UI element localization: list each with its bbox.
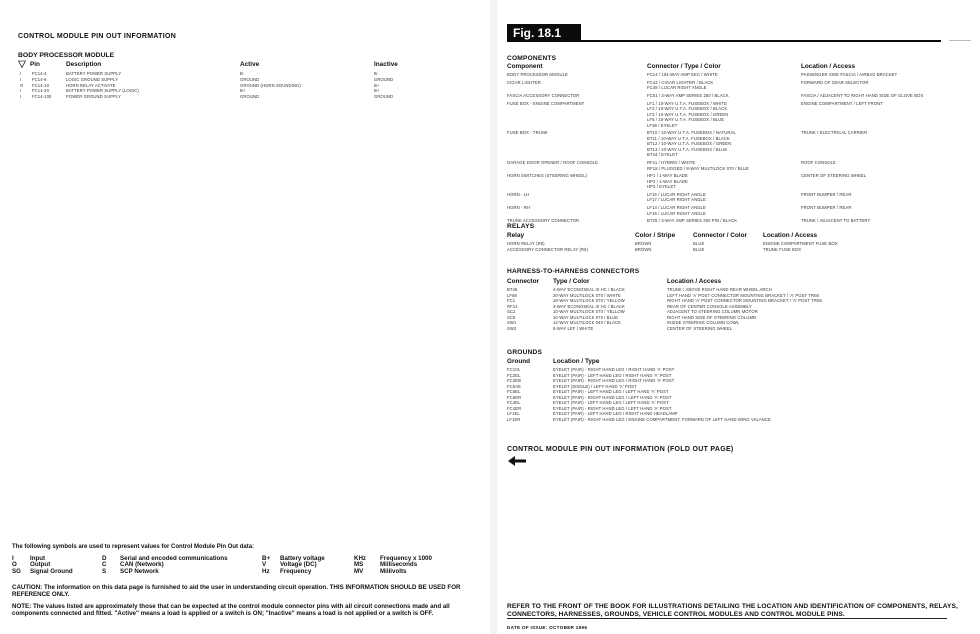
table-row bbox=[507, 247, 977, 253]
bpm-header-pin: Pin bbox=[30, 61, 40, 68]
component-name: CIGAR LIGHTER bbox=[507, 79, 541, 85]
pin-description: HORN RELAY ACTIVATE bbox=[66, 82, 116, 88]
harness-location: CENTER OF STEERING WHEEL bbox=[667, 325, 733, 331]
harness-table bbox=[507, 287, 977, 331]
io-symbol: I bbox=[20, 71, 22, 76]
table-row bbox=[507, 417, 977, 423]
table-row bbox=[507, 93, 977, 99]
component-connector: FC14 / 104-WAY AMP EEC / WHITE bbox=[647, 72, 718, 77]
relay-color: BROWN bbox=[635, 241, 652, 246]
grounds-section bbox=[507, 349, 977, 422]
ground-location: EYELET (SINGLE) / LEFT HAND 'A' POST bbox=[553, 383, 637, 389]
harness-type: 10-WAY MULTILOCK 070 / YELLOW bbox=[553, 309, 625, 314]
table-row bbox=[507, 326, 977, 332]
symbol-item: MV Millivolts bbox=[354, 567, 407, 575]
pin-inactive: GROUND bbox=[374, 76, 394, 82]
symbol-item: C CAN (Network) bbox=[102, 561, 164, 569]
relays-header-color: Color / Stripe bbox=[635, 232, 676, 239]
harness-connector: SW2 bbox=[507, 325, 517, 331]
harness-type: 6-WAY LEF / WHITE bbox=[553, 325, 594, 331]
pin-description: POWER GROUND SUPPLY bbox=[66, 94, 121, 100]
component-connector: FC42 / CIGAR LIGHTER / BLACK bbox=[647, 79, 714, 85]
pin-inactive: B+ bbox=[374, 82, 380, 88]
bpm-table bbox=[0, 71, 490, 100]
ground-location: EYELET (PAIR) - LEFT HAND LEG / RIGHT HAND 'A' POST bbox=[553, 372, 672, 378]
component-connector: HP3 / EYELET bbox=[647, 184, 676, 190]
ground-id: FC6ER bbox=[507, 394, 522, 400]
ground-id: LF1ER bbox=[507, 416, 521, 422]
component-location: TRUNK / ELECTRICAL CARRIER bbox=[801, 130, 868, 136]
pin-inactive: GROUND bbox=[374, 94, 394, 100]
bpm-section-title: BODY PROCESSOR MODULE bbox=[18, 52, 115, 59]
fold-out-title: CONTROL MODULE PIN OUT INFORMATION (FOLD OUT PAGE) bbox=[507, 446, 734, 453]
ground-id: FC6EL bbox=[507, 389, 521, 394]
component-location: FORWARD OF GEAR SELECTOR bbox=[801, 79, 869, 85]
relays-header-location: Location / Access bbox=[763, 232, 818, 239]
harness-type: 20-WAY MULTILOCK 070 / WHITE bbox=[553, 292, 621, 298]
component-location: TRUNK / ADJACENT TO BATTERY bbox=[801, 218, 871, 224]
refer-text: REFER TO THE FRONT OF THE BOOK FOR ILLUSTRATIONS DETAILING THE LOCATION AND IDENTIFICATION OF COMPONENTS, RELAYS, CONNECTORS, HARNESSES, GROUNDS, VEHICLE CONTROL MODULES AND CONTROL MODULE PINS. bbox=[507, 603, 958, 618]
component-location: ROOF CONSOLE bbox=[801, 160, 836, 165]
pin-id: FC14-20 bbox=[32, 88, 49, 94]
symbol-item: V Voltage (DC) bbox=[262, 561, 317, 569]
component-connector: FC48 / LUCAR RIGHT ANGLE bbox=[647, 85, 707, 91]
component-connector: FC51 / 3-WAY AMP SERIES 250 / BLACK bbox=[647, 92, 729, 98]
pin-id: FC14-10 bbox=[32, 82, 49, 88]
pin-description: LOGIC GROUND SUPPLY bbox=[66, 76, 119, 82]
caution-text: CAUTION: The information on this data page is furnished to aid the user in understanding circuit operation. THIS INFORMATION SHOULD BE USED FOR REFERENCE ONLY. bbox=[12, 584, 461, 599]
components-header-component: Component bbox=[507, 63, 543, 70]
component-location: CENTER OF STEERING WHEEL bbox=[801, 173, 867, 179]
harness-type: 10-WAY MULTILOCK 070 / BLUE bbox=[553, 314, 619, 320]
component-connector: BT25 / 3-WAY AMP SERIES 250 PIN / BLACK bbox=[647, 218, 738, 224]
ground-location: EYELET (PAIR) - RIGHT HAND LEG / ENGINE COMPARTMENT, FORWARD OF LEFT HAND WING VALANCE bbox=[553, 416, 771, 422]
relay-connector: BLUE bbox=[693, 246, 705, 252]
ground-id: FC2EL bbox=[507, 372, 521, 378]
ground-location: EYELET (PAIR) - RIGHT HAND LEG / RIGHT HAND 'A' POST bbox=[553, 378, 675, 383]
symbol-item: O Output bbox=[12, 561, 51, 569]
symbol-item: I Input bbox=[12, 555, 46, 562]
harness-connector: SC5 bbox=[507, 314, 516, 320]
relays-section bbox=[507, 223, 977, 252]
components-title: COMPONENTS bbox=[507, 55, 557, 62]
component-name: TRUNK ACCESSORY CONNECTOR bbox=[507, 218, 580, 224]
ground-id: FC4EL bbox=[507, 400, 521, 405]
component-location: FASCIA / ADJACENT TO RIGHT HAND SIDE OF GLOVE BOX bbox=[801, 92, 924, 98]
component-connector: LF5 / 10-WAY U.T.A. FUSEBOX / BLUE bbox=[647, 117, 725, 123]
relay-location: TRUNK FUSE BOX bbox=[763, 246, 802, 252]
symbol-item: SG Signal Ground bbox=[12, 567, 73, 575]
components-header-connector: Connector / Type / Color bbox=[647, 63, 721, 70]
component-name: FUSE BOX - ENGINE COMPARTMENT bbox=[507, 100, 585, 106]
arrow-left-icon bbox=[507, 455, 527, 467]
pin-active: GROUND (HORN SOUNDING) bbox=[240, 82, 301, 88]
pin-active: B- bbox=[240, 71, 245, 76]
component-name: FASCIA ACCESSORY CONNECTOR bbox=[507, 92, 580, 98]
symbol-item: KHz Frequency x 1000 bbox=[354, 555, 432, 562]
symbols-column bbox=[12, 556, 73, 575]
figure-rule-end bbox=[949, 40, 971, 41]
component-connector: LF17 / LUCAR RIGHT ANGLE bbox=[647, 197, 706, 203]
table-row bbox=[507, 80, 977, 91]
table-row bbox=[507, 192, 977, 203]
page-title: CONTROL MODULE PIN OUT INFORMATION bbox=[18, 33, 177, 40]
relay-name: ACCESSORY CONNECTOR RELAY (R6) bbox=[507, 246, 589, 252]
relays-header-connector: Connector / Color bbox=[693, 232, 747, 239]
pin-id: FC14-4 bbox=[32, 71, 47, 76]
symbol-item: D Serial and encoded communications bbox=[102, 555, 228, 562]
component-connector: LF16 / LUCAR RIGHT ANGLE bbox=[647, 191, 706, 197]
io-symbol: I bbox=[20, 76, 22, 82]
component-connector: LF1 / 10-WAY U.T.A. FUSEBOX / WHITE bbox=[647, 100, 727, 106]
component-connector: LF14 / LUCAR RIGHT ANGLE bbox=[647, 205, 706, 211]
component-connector: RF11 / HYBRID / WHITE bbox=[647, 160, 696, 165]
pin-active: GROUND bbox=[240, 94, 260, 100]
ground-location: EYELET (PAIR) - LEFT HAND LEG / LEFT HAND 'A' POST bbox=[553, 400, 669, 405]
figure-label: Fig. 18.1 bbox=[507, 24, 581, 42]
bpm-header-description: Description bbox=[66, 61, 102, 68]
harness-location: INSIDE STEERING COLUMN COWL bbox=[667, 320, 740, 325]
component-location: FRONT BUMPER / REAR bbox=[801, 191, 852, 197]
page-gutter bbox=[490, 0, 497, 634]
ground-id: FC101 bbox=[507, 367, 521, 372]
harness-header-type: Type / Color bbox=[553, 278, 590, 285]
relay-location: ENGINE COMPARTMENT FUSE BOX bbox=[763, 241, 838, 246]
harness-type: 12-WAY MULTILOCK 040 / BLACK bbox=[553, 320, 622, 325]
relay-color: BROWN bbox=[635, 246, 652, 252]
grounds-header-location: Location / Type bbox=[553, 358, 600, 365]
component-connector: HP2 / 1-WAY BLADE bbox=[647, 178, 688, 184]
harness-location: ADJACENT TO STEERING COLUMN MOTOR bbox=[667, 309, 758, 314]
ground-location: EYELET (PAIR) - RIGHT HAND LEG / LEFT HAND 'A' POST bbox=[553, 394, 672, 400]
ground-location: EYELET (PAIR) - RIGHT HAND LEG / LEFT HAND 'A' POST bbox=[553, 405, 672, 411]
ground-id: FC5AE bbox=[507, 383, 521, 389]
component-connector: BT10 / 10-WAY U.T.A. FUSEBOX / NATURAL bbox=[647, 130, 736, 136]
component-name: BODY PROCESSOR MODULE bbox=[507, 72, 568, 77]
pin-id: FC14-6 bbox=[32, 76, 47, 82]
component-connector: LF2 / 10-WAY U.T.A. FUSEBOX / BLACK bbox=[647, 106, 728, 112]
symbol-item: Hz Frequency bbox=[262, 567, 312, 575]
bpm-header-inactive: Inactive bbox=[374, 61, 398, 68]
pin-id: FC14-100 bbox=[32, 94, 52, 100]
component-name: HORN SWITCHES (STEERING WHEEL) bbox=[507, 173, 588, 179]
relays-table bbox=[507, 241, 977, 252]
relays-title: RELAYS bbox=[507, 223, 535, 230]
harness-location: TRUNK / ABOVE RIGHT HAND REAR WHEEL ARCH bbox=[667, 287, 772, 292]
ground-location: EYELET (PAIR) - LEFT HAND LEG / LEFT HAND 'A' POST bbox=[553, 389, 669, 394]
symbol-item: MS Milliseconds bbox=[354, 561, 418, 569]
harness-location: RIGHT HAND 'A' POST CONNECTOR MOUNTING BRACKET / 'A' POST TRIM bbox=[667, 298, 822, 303]
harness-connector: RF14 bbox=[507, 303, 518, 309]
component-connector: HP1 / 1-WAY BLADE bbox=[647, 173, 688, 179]
relay-connector: BLUE bbox=[693, 241, 705, 246]
figure-rule bbox=[581, 40, 941, 42]
io-symbol: O bbox=[20, 82, 24, 88]
pin-active: GROUND bbox=[240, 76, 260, 82]
symbols-column bbox=[354, 556, 432, 575]
component-connector: LF38 / EYELET bbox=[647, 122, 678, 128]
harness-type: 18-WAY MULTILOCK 070 / YELLOW bbox=[553, 298, 625, 303]
component-connector: RF18 / PLUGGED / 8-WAY MULTILOCK 070 / BLUE bbox=[647, 165, 750, 171]
harness-title: HARNESS-TO-HARNESS CONNECTORS bbox=[507, 268, 640, 275]
table-row bbox=[507, 72, 977, 78]
symbol-item: S SCP Network bbox=[102, 567, 159, 575]
components-section bbox=[507, 55, 977, 224]
harness-location: LEFT HAND 'A' POST CONNECTOR MOUNTING BRACKET / 'A' POST TRIM bbox=[667, 292, 819, 298]
harness-connector: FC1 bbox=[507, 298, 516, 303]
bpm-header-active: Active bbox=[240, 61, 260, 68]
component-name: HORN - RH bbox=[507, 205, 530, 211]
component-connector: LF3 / 10-WAY U.T.A. FUSEBOX / GREEN bbox=[647, 111, 729, 117]
grounds-table bbox=[507, 367, 977, 422]
pin-active: B+ bbox=[240, 88, 246, 94]
io-symbol: I bbox=[20, 94, 22, 100]
ground-id: FC4ER bbox=[507, 405, 522, 411]
relay-name: HORN RELAY (R8) bbox=[507, 241, 545, 246]
ground-id: FC3EB bbox=[507, 378, 521, 383]
table-row bbox=[0, 94, 490, 100]
date-of-issue: DATE OF ISSUE: OCTOBER 1996 bbox=[507, 625, 588, 630]
component-connector: BT13 / 10-WAY U.T.A. FUSEBOX / BLUE bbox=[647, 146, 728, 152]
harness-location: REAR OF CENTER CONSOLE ASSEMBLY bbox=[667, 303, 752, 309]
harness-connector: SW1 bbox=[507, 320, 517, 325]
pin-description: BATTERY POWER SUPPLY bbox=[66, 71, 122, 76]
harness-section bbox=[507, 268, 977, 331]
table-row bbox=[507, 101, 977, 129]
ground-id: LF1EL bbox=[507, 411, 520, 416]
harness-header-location: Location / Access bbox=[667, 278, 722, 285]
harness-type: 3-WAY ECONOSEAL III HC / BLACK bbox=[553, 303, 625, 309]
table-row bbox=[507, 205, 977, 216]
component-connector: BT12 / 10-WAY U.T.A. FUSEBOX / GREEN bbox=[647, 141, 732, 147]
component-connector: BT11 / 10-WAY U.T.A. FUSEBOX / BLACK bbox=[647, 135, 730, 141]
harness-type: 4-WAY ECONOSEAL III HC / BLACK bbox=[553, 287, 625, 292]
relays-header-relay: Relay bbox=[507, 232, 525, 239]
footer-rule bbox=[507, 618, 947, 619]
connector-icon bbox=[18, 60, 26, 68]
component-location: ENGINE COMPARTMENT / LEFT FRONT bbox=[801, 100, 883, 106]
component-connector: LF15 / LUCAR RIGHT ANGLE bbox=[647, 210, 706, 216]
harness-connector: SC2 bbox=[507, 309, 516, 314]
symbols-column bbox=[102, 556, 228, 575]
pin-inactive: B- bbox=[374, 71, 379, 76]
component-name: HORN - LH bbox=[507, 191, 530, 197]
symbols-intro: The following symbols are used to represent values for Control Module Pin Out data: bbox=[12, 544, 255, 550]
component-location: FRONT BUMPER / REAR bbox=[801, 205, 852, 211]
component-name: GARAGE DOOR OPENER / ROOF CONSOLE bbox=[507, 160, 599, 165]
symbols-column bbox=[262, 556, 325, 575]
table-row bbox=[507, 160, 977, 171]
grounds-title: GROUNDS bbox=[507, 349, 543, 356]
component-location: PASSENGER SIDE FASCIA / AIRBAG BRACKET bbox=[801, 72, 898, 77]
right-page bbox=[497, 0, 980, 634]
harness-connector: BT46 bbox=[507, 287, 518, 292]
note-text: NOTE: The values listed are approximately those that can be expected at the control module connector pins with all circuit connections made and all components connected and fitted. "Active" means a load is applied or a switch is ON; "Inactive" means a load is not applied or a switch is OFF. bbox=[12, 603, 450, 618]
component-name: FUSE BOX - TRUNK bbox=[507, 130, 548, 136]
harness-header-connector: Connector bbox=[507, 278, 539, 285]
symbol-item: B+ Battery voltage bbox=[262, 555, 325, 562]
pin-description: BATTERY POWER SUPPLY (LOGIC) bbox=[66, 88, 139, 94]
table-row bbox=[507, 130, 977, 158]
pin-inactive: B+ bbox=[374, 88, 380, 94]
harness-connector: LF68 bbox=[507, 292, 517, 298]
ground-location: EYELET (PAIR) - RIGHT HAND LEG / RIGHT HAND 'A' POST bbox=[553, 367, 675, 372]
ground-location: EYELET (PAIR) - LEFT HAND LEG / RIGHT HAND HEADLAMP bbox=[553, 411, 678, 416]
components-header-location: Location / Access bbox=[801, 63, 856, 70]
harness-location: RIGHT HAND SIDE OF STEERING COLUMN bbox=[667, 314, 757, 320]
component-connector: BT44 / EYELET bbox=[647, 152, 678, 158]
io-symbol: I bbox=[20, 88, 22, 94]
table-row bbox=[507, 173, 977, 190]
grounds-header-ground: Ground bbox=[507, 358, 531, 365]
